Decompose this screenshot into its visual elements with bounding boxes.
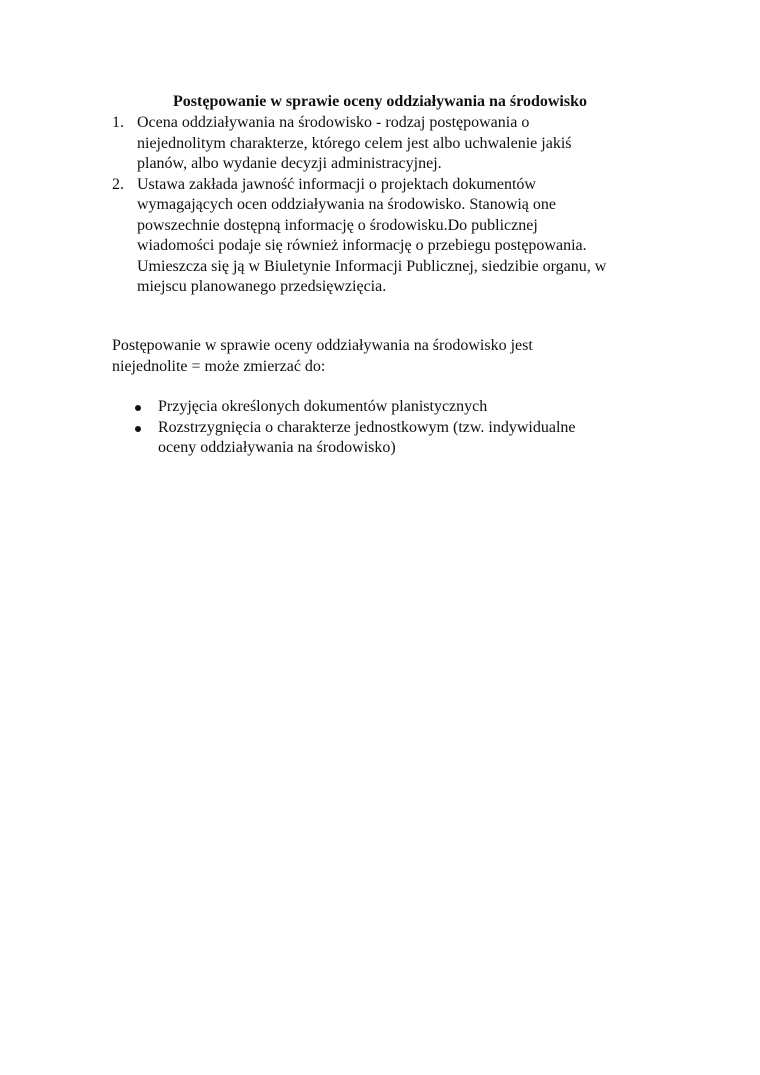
list-item-line: miejscu planowanego przedsięwzięcia. xyxy=(137,278,387,295)
numbered-list xyxy=(112,113,692,298)
paragraph-line: Postępowanie w sprawie oceny oddziaływania na środowisko jest xyxy=(112,337,533,354)
list-item-line: wiadomości podaje się również informację o przebiegu postępowania. xyxy=(137,237,587,254)
bullet-item xyxy=(132,418,652,459)
list-item-line: wymagających ocen oddziaływania na środowisko. Stanowią one xyxy=(137,196,556,213)
document-title: Postępowanie w sprawie oceny oddziaływania na środowisko xyxy=(173,93,587,110)
bullet-dot-icon xyxy=(135,405,141,411)
list-item-line: planów, albo wydanie decyzji administracyjnej. xyxy=(137,155,442,172)
list-item-line: Ustawa zakłada jawność informacji o projektach dokumentów xyxy=(137,175,536,193)
bullet-line: oceny oddziaływania na środowisko) xyxy=(158,439,396,456)
list-item xyxy=(112,113,692,175)
bullet-item xyxy=(132,397,652,418)
list-item-number: 2. xyxy=(112,175,124,193)
bullet-list xyxy=(132,397,652,459)
list-item-line: niejednolitym charakterze, którego celem jest albo uchwalenie jakiś xyxy=(137,134,572,152)
bullet-dot-icon xyxy=(135,426,141,432)
bullet-line: Rozstrzygnięcia o charakterze jednostkowym (tzw. indywidualne xyxy=(158,418,576,436)
bullet-line: Przyjęcia określonych dokumentów planistycznych xyxy=(158,398,488,415)
body-paragraph xyxy=(112,336,632,377)
list-item-line: powszechnie dostępną informację o środowisku.Do publicznej xyxy=(137,216,538,234)
list-item-line: Umieszcza się ją w Biuletynie Informacji Publicznej, siedzibie organu, w xyxy=(137,257,607,275)
paragraph-line: niejednolite = może zmierzać do: xyxy=(112,357,326,375)
list-item xyxy=(112,175,692,298)
list-item-line: Ocena oddziaływania na środowisko - rodzaj postępowania o xyxy=(137,114,530,131)
list-item-number: 1. xyxy=(112,114,124,131)
